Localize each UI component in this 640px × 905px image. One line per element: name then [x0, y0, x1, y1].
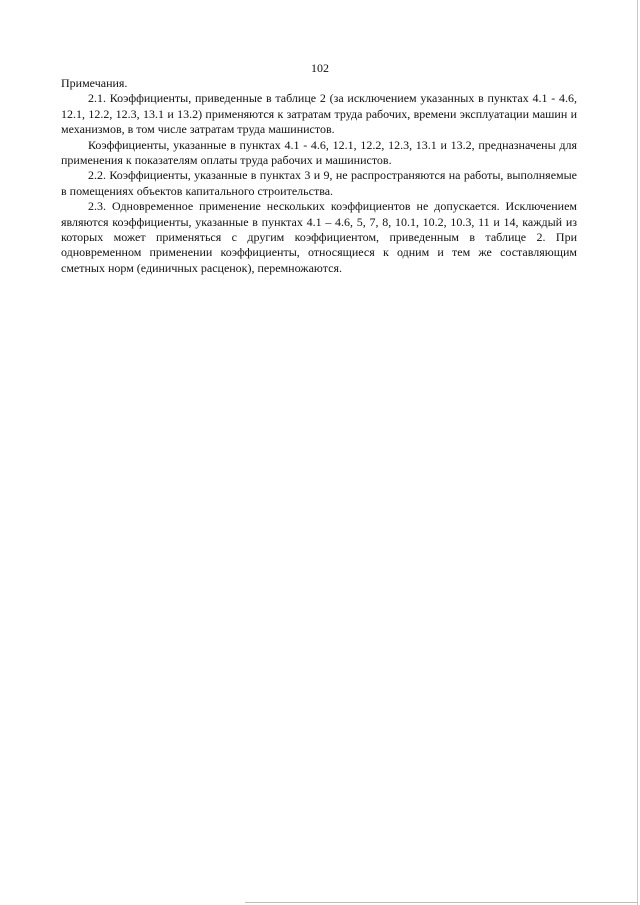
- note-paragraph-2-1: 2.1. Коэффициенты, приведенные в таблице 2 (за исключением указанных в пунктах 4.1 - 4.6, 12.1, 12.2, 12.3, 13.1 и 13.2) применяются к затратам труда рабочих, времени эксплуатации машин и механизмов, в том числе затратам труда машинистов.: [61, 91, 577, 137]
- notes-heading: Примечания.: [61, 76, 128, 90]
- page-number: 102: [311, 61, 329, 75]
- notes-section: [61, 76, 577, 276]
- note-paragraph-2-2: 2.2. Коэффициенты, указанные в пунктах 3 и 9, не распространяются на работы, выполняемые в помещениях объектов капитального строительства.: [61, 168, 577, 198]
- note-paragraph-coefficients-pay: Коэффициенты, указанные в пунктах 4.1 - 4.6, 12.1, 12.2, 12.3, 13.1 и 13.2, предназначены для применения к показателям оплаты труда рабочих и машинистов.: [61, 137, 577, 168]
- note-paragraph-2-3: 2.3. Одновременное применение нескольких коэффициентов не допускается. Исключением являются коэффициенты, указанные в пунктах 4.1 – 4.6, 5, 7, 8, 10.1, 10.2, 10.3, 11 и 14, каждый из которых может применяться с другим коэффициентом, приведенным в таблице 2. При одновременном применении коэффициенты, относящиеся к одним и тем же составляющим сметных норм (единичных расценок), перемножаются.: [61, 199, 577, 275]
- page-edge-bottom: [245, 902, 638, 903]
- page-edge-right: [637, 0, 638, 905]
